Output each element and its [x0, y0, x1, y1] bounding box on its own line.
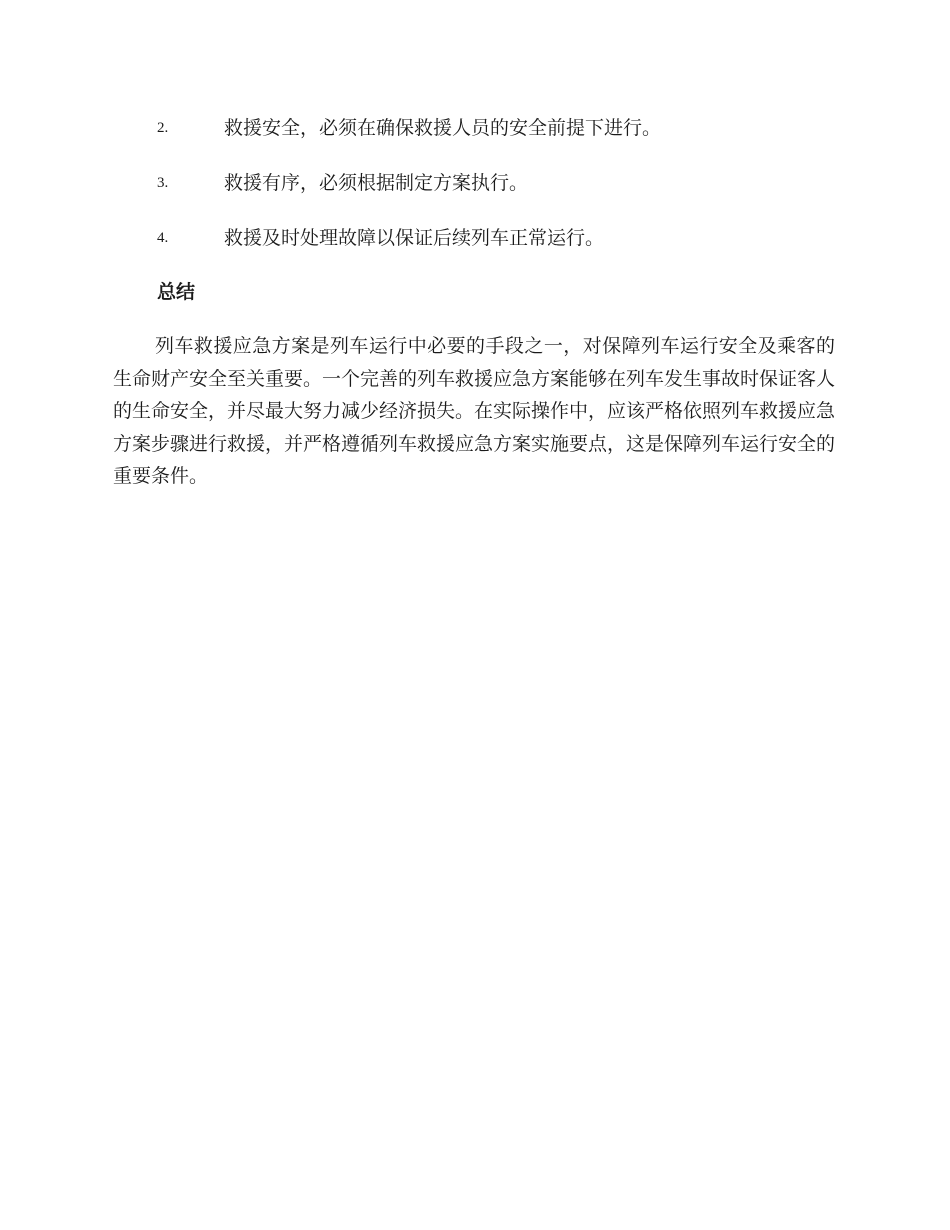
list-item-text: 救援安全，必须在确保救援人员的安全前提下进行。: [224, 117, 662, 139]
list-item-number: 4.: [157, 230, 169, 246]
numbered-list: [157, 112, 837, 277]
list-item-text: 救援及时处理故障以保证后续列车正常运行。: [224, 227, 605, 249]
summary-paragraph: 列车救援应急方案是列车运行中必要的手段之一，对保障列车运行安全及乘客的生命财产安全至关重要。一个完善的列车救援应急方案能够在列车发生事故时保证客人的生命安全，并尽最大努力减少经济损失。在实际操作中，应该严格依照列车救援应急方案步骤进行救援，并严格遵循列车救援应急方案实施要点，这是保障列车运行安全的重要条件。: [113, 335, 836, 487]
list-item: [157, 167, 837, 222]
list-item: [157, 112, 837, 167]
list-item-number: 3.: [157, 175, 169, 191]
list-item-text: 救援有序，必须根据制定方案执行。: [224, 172, 529, 194]
list-item-number: 2.: [157, 120, 169, 136]
list-item: [157, 222, 837, 277]
summary-heading: 总结: [157, 281, 196, 303]
